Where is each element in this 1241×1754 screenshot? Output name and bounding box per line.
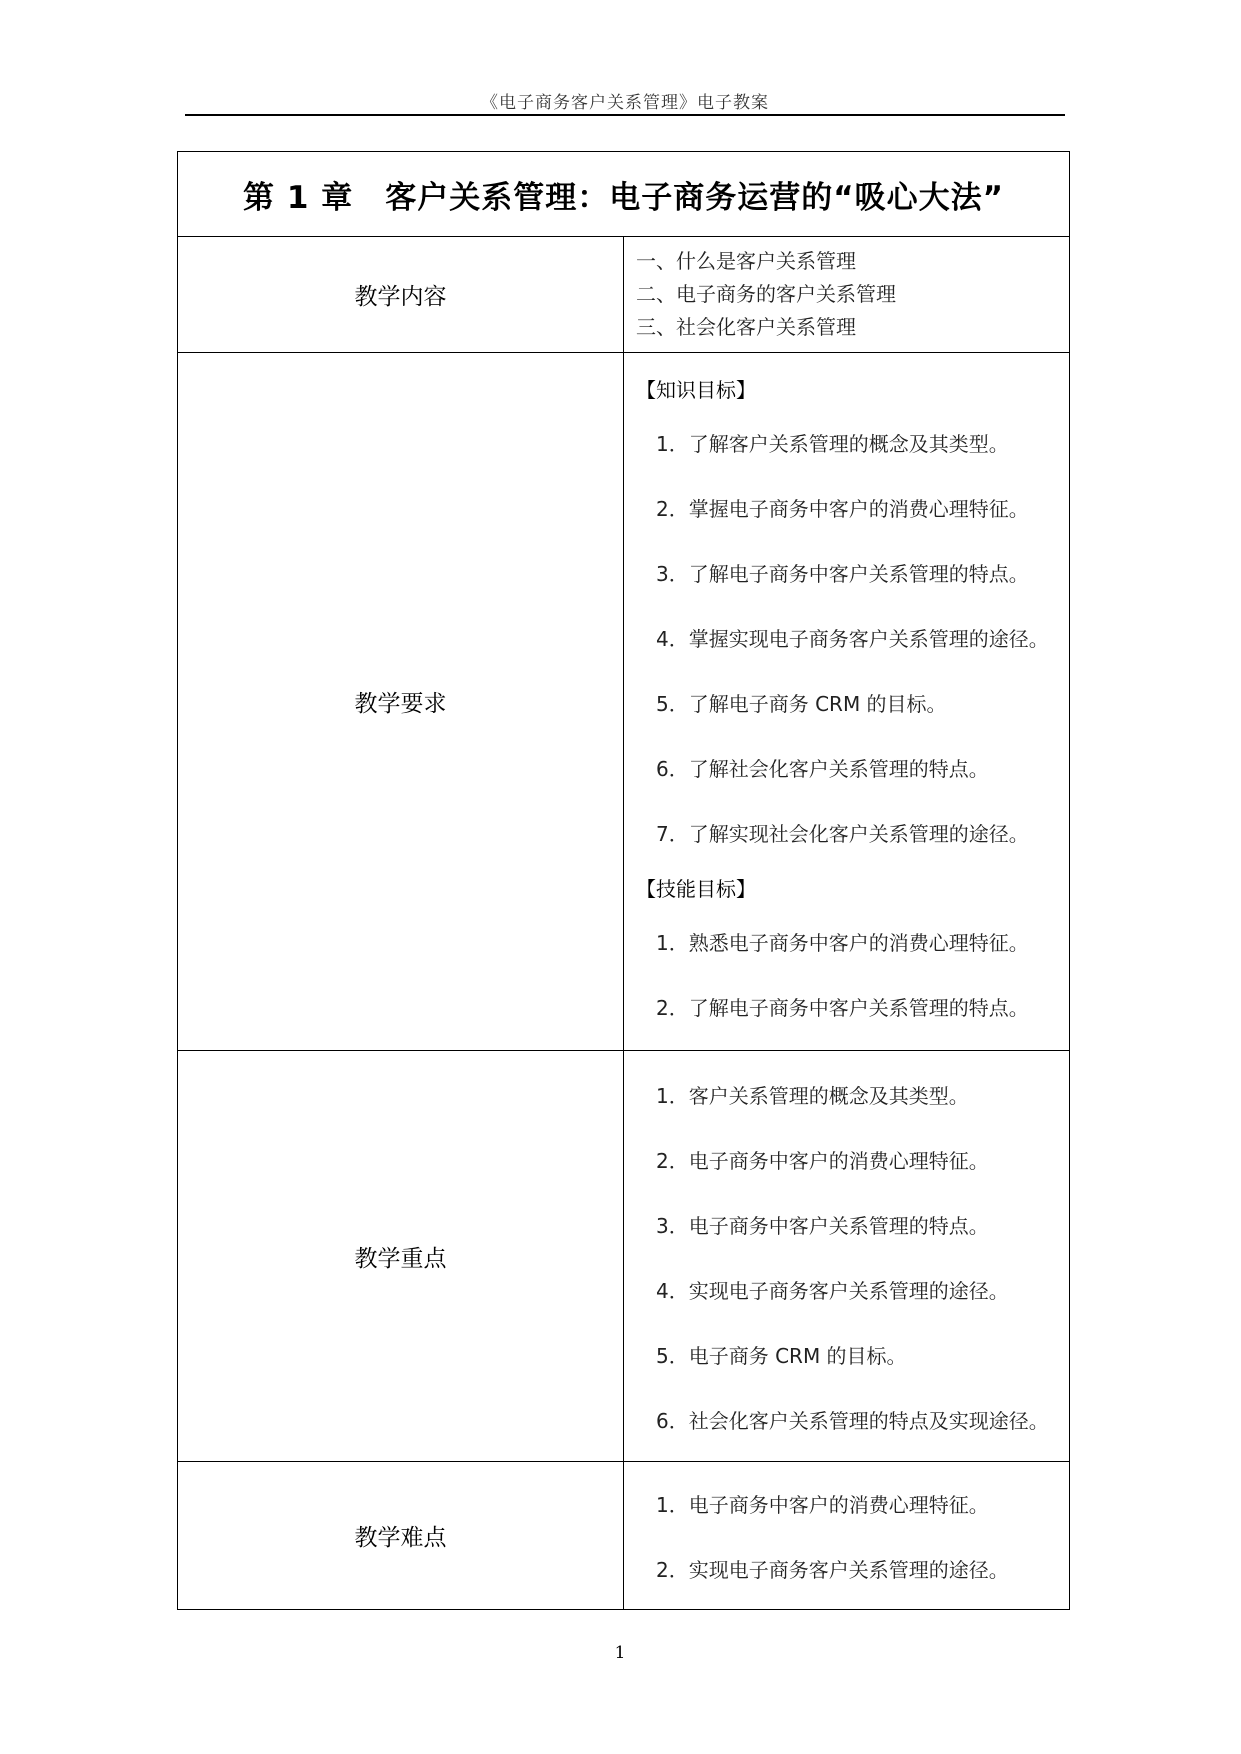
teaching-content-row (178, 237, 1070, 353)
skill-objective-item: 1．熟悉电子商务中客户的消费心理特征。 (656, 931, 1029, 955)
knowledge-objective-item: 2．掌握电子商务中客户的消费心理特征。 (656, 497, 1029, 521)
knowledge-objectives-heading: 【知识目标】 (636, 378, 756, 402)
teaching-requirements-row (178, 353, 1070, 1051)
knowledge-objective-item: 4．掌握实现电子商务客户关系管理的途径。 (656, 627, 1049, 651)
knowledge-objective-item: 5．了解电子商务 CRM 的目标。 (656, 692, 947, 716)
content-line: 一、什么是客户关系管理 (636, 249, 856, 273)
knowledge-objective-item: 6．了解社会化客户关系管理的特点。 (656, 757, 989, 781)
teaching-content-cell (624, 237, 1070, 353)
knowledge-objective-item: 7．了解实现社会化客户关系管理的途径。 (656, 822, 1029, 846)
content-line: 二、电子商务的客户关系管理 (636, 282, 896, 306)
key-point-item: 4．实现电子商务客户关系管理的途径。 (656, 1279, 1009, 1303)
skill-objective-item: 2．了解电子商务中客户关系管理的特点。 (656, 996, 1029, 1020)
page-header: 《电子商务客户关系管理》电子教案 (481, 93, 769, 113)
header-rule (185, 114, 1065, 116)
content-line: 三、社会化客户关系管理 (636, 315, 856, 339)
page-number: 1 (614, 1643, 626, 1663)
teaching-key-points-row (178, 1051, 1070, 1462)
key-point-item: 1．客户关系管理的概念及其类型。 (656, 1084, 969, 1108)
teaching-requirements-cell (624, 353, 1070, 1051)
teaching-key-points-cell (624, 1051, 1070, 1462)
teaching-content-label: 教学内容 (178, 237, 624, 353)
knowledge-objective-item: 1．了解客户关系管理的概念及其类型。 (656, 432, 1009, 456)
key-point-item: 2．电子商务中客户的消费心理特征。 (656, 1149, 989, 1173)
teaching-difficulties-cell (624, 1462, 1070, 1610)
difficulty-item: 1．电子商务中客户的消费心理特征。 (656, 1492, 989, 1517)
skill-objectives-heading: 【技能目标】 (636, 877, 756, 901)
knowledge-objective-item: 3．了解电子商务中客户关系管理的特点。 (656, 562, 1029, 586)
key-point-item: 3．电子商务中客户关系管理的特点。 (656, 1214, 989, 1238)
teaching-key-points-label: 教学重点 (178, 1051, 624, 1462)
key-point-item: 5．电子商务 CRM 的目标。 (656, 1344, 907, 1368)
teaching-difficulties-row (178, 1462, 1070, 1610)
chapter-title: 第 1 章 客户关系管理：电子商务运营的“吸心大法” (178, 152, 1070, 237)
key-point-item: 6．社会化客户关系管理的特点及实现途径。 (656, 1409, 1049, 1433)
title-row (178, 152, 1070, 237)
difficulty-item: 2．实现电子商务客户关系管理的途径。 (656, 1557, 1009, 1582)
teaching-difficulties-label: 教学难点 (178, 1462, 624, 1610)
teaching-requirements-label: 教学要求 (178, 353, 624, 1051)
lesson-plan-table (177, 151, 1070, 1610)
